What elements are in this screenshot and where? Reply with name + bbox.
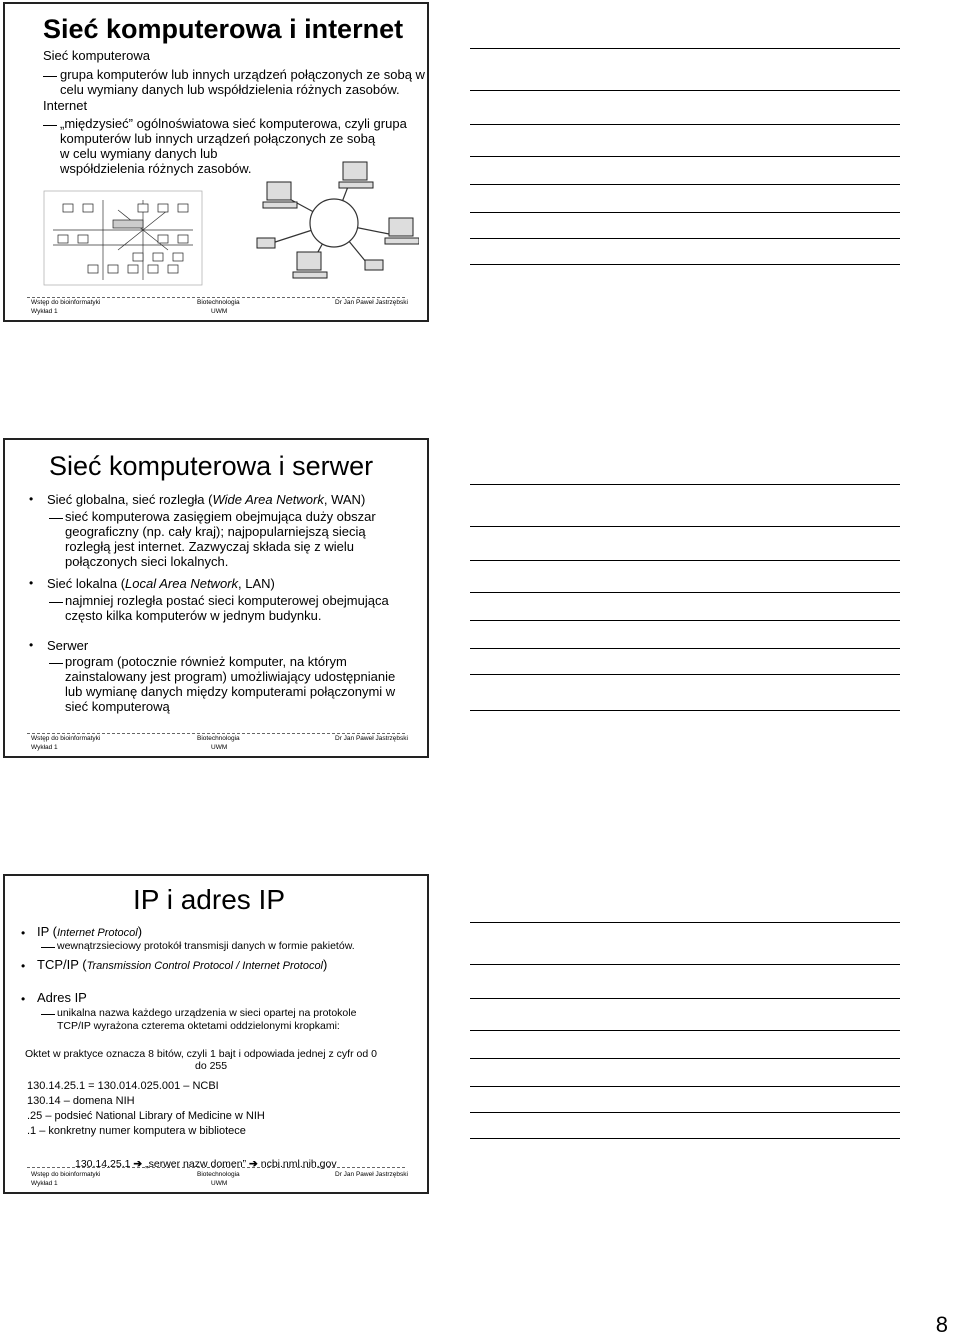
bullet-icon: • xyxy=(29,638,34,652)
wan-definition-line: połączonych sieci lokalnych. xyxy=(65,554,229,569)
wan-definition-line: sieć komputerowa zasięgiem obejmująca duży obszar xyxy=(65,509,376,524)
footer-course: Wstęp do bioinformatyki xyxy=(31,735,101,742)
bullet-icon: • xyxy=(21,959,26,973)
server-definition-line: zainstalowany jest program) umożliwiający udostępnianie xyxy=(65,669,396,684)
slide-2 xyxy=(3,438,429,758)
slide-title: IP i adres IP xyxy=(133,884,286,915)
footer-lecture: Wykład 1 xyxy=(31,1180,58,1187)
dash-icon xyxy=(43,125,57,126)
definition-line: grupa komputerów lub innych urządzeń połączonych ze sobą w xyxy=(60,67,425,82)
bullet-wan: Sieć globalna, sieć rozległa (Wide Area Network, WAN) xyxy=(47,492,366,507)
slide-footer xyxy=(5,732,427,756)
dns-lookup-row: 130.14.25.1 ➔ „serwer nazw domen” ➔ ncbi.nml.nih.gov xyxy=(75,1158,337,1170)
definition-line: w celu wymiany danych lub xyxy=(60,146,218,161)
dash-icon xyxy=(41,947,55,948)
bullet-server: Serwer xyxy=(47,638,89,653)
ip-example: 130.14.25.1 = 130.014.025.001 – NCBI xyxy=(27,1080,219,1092)
ip-definition: wewnątrzsieciowy protokół transmisji danych w formie pakietów. xyxy=(57,940,355,952)
server-definition-line: sieć komputerową xyxy=(65,699,170,714)
ip-example: 130.14 – domena NIH xyxy=(27,1095,135,1107)
footer-lecture: Wykład 1 xyxy=(31,744,58,751)
octet-note: do 255 xyxy=(195,1060,228,1072)
slide-title: Sieć komputerowa i serwer xyxy=(49,451,374,481)
definition-line: „międzysieć” ogólnoświatowa sieć komputerowa, czyli grupa xyxy=(60,116,407,131)
wan-definition-line: geograficzny (np. cały kraj); najpopularniejszą siecią xyxy=(65,524,366,539)
bullet-ip: IP (Internet Protocol) xyxy=(37,924,143,939)
bullet-icon: • xyxy=(21,992,26,1006)
footer-program: Biotechnologia xyxy=(197,735,240,742)
dash-icon xyxy=(43,76,57,77)
footer-course: Wstęp do bioinformatyki xyxy=(31,1171,101,1178)
term-network: Sieć komputerowa xyxy=(43,48,150,63)
bullet-ip-address: Adres IP xyxy=(37,990,87,1005)
page-number: 8 xyxy=(935,1312,948,1337)
footer-program: Biotechnologia xyxy=(197,299,240,306)
footer-program: Biotechnologia xyxy=(197,1171,240,1178)
bullet-tcpip: TCP/IP (Transmission Control Protocol / Internet Protocol) xyxy=(37,957,328,972)
footer-author: Dr Jan Paweł Jastrzębski xyxy=(335,299,408,306)
bullet-icon: • xyxy=(29,576,34,590)
footer-author: Dr Jan Paweł Jastrzębski xyxy=(335,735,408,742)
footer-author: Dr Jan Paweł Jastrzębski xyxy=(335,1171,408,1178)
server-definition-line: program (potocznie również komputer, na którym xyxy=(65,654,347,669)
ip-example: .1 – konkretny numer komputera w bibliotece xyxy=(27,1125,246,1137)
definition-line: współdzielenia różnych zasobów. xyxy=(60,161,252,176)
footer-university: UWM xyxy=(211,308,228,315)
dash-icon xyxy=(49,518,63,519)
slide-footer xyxy=(5,1168,427,1192)
arrow-right-icon: ➔ xyxy=(249,1158,258,1170)
definition-line: celu wymiany danych lub współdzielenia różnych zasobów. xyxy=(60,82,400,97)
slide-title: Sieć komputerowa i internet xyxy=(43,14,404,44)
lan-definition-line: najmniej rozległa postać sieci komputerowej obejmująca xyxy=(65,593,389,608)
lan-diagram xyxy=(43,190,203,286)
footer-course: Wstęp do bioinformatyki xyxy=(31,299,101,306)
ip-address-definition-line: unikalna nazwa każdego urządzenia w sieci opartej na protokole xyxy=(57,1007,357,1019)
footer-lecture: Wykład 1 xyxy=(31,308,58,315)
dash-icon xyxy=(41,1014,55,1015)
wan-definition-line: rozległą jest internet. Zazwyczaj składa się z wielu xyxy=(65,539,355,554)
definition-line: komputerów lub innych urządzeń połączonych ze sobą xyxy=(60,131,376,146)
footer-university: UWM xyxy=(211,1180,228,1187)
dash-icon xyxy=(49,602,63,603)
star-network-diagram xyxy=(239,156,419,290)
bullet-lan: Sieć lokalna (Local Area Network, LAN) xyxy=(47,576,275,591)
bullet-icon: • xyxy=(29,492,34,506)
server-definition-line: lub wymianę danych między komputerami połączonymi w xyxy=(65,684,396,699)
slide-1 xyxy=(3,2,429,322)
octet-note: Oktet w praktyce oznacza 8 bitów, czyli 1 bajt i odpowiada jednej z cyfr od 0 xyxy=(25,1048,377,1060)
footer-university: UWM xyxy=(211,744,228,751)
dash-icon xyxy=(49,663,63,664)
arrow-right-icon: ➔ xyxy=(133,1158,143,1170)
slide-3 xyxy=(3,874,429,1194)
ip-address-definition-line: TCP/IP wyrażona czterema oktetami oddzielonymi kropkami: xyxy=(57,1020,340,1032)
lan-definition-line: często kilka komputerów w jednym budynku. xyxy=(65,608,322,623)
term-internet: Internet xyxy=(43,98,88,113)
ip-example: .25 – podsieć National Library of Medicine w NIH xyxy=(27,1110,265,1122)
slide-footer xyxy=(5,296,427,320)
bullet-icon: • xyxy=(21,926,26,940)
